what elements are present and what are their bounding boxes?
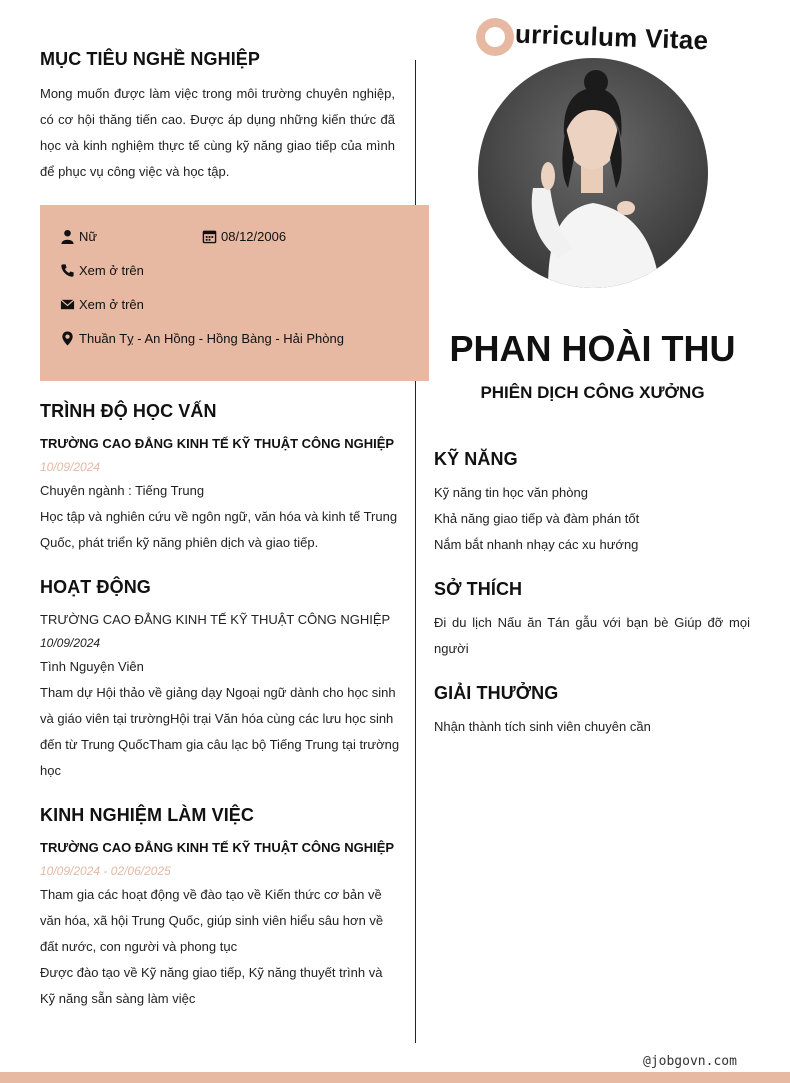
candidate-job-title: PHIÊN DỊCH CÔNG XƯỞNG (480, 383, 705, 402)
awards-heading: GIẢI THƯỞNG (434, 683, 559, 703)
email-row (60, 297, 144, 312)
person-icon (60, 229, 75, 244)
gender-row (60, 229, 97, 244)
awards-text: Nhận thành tích sinh viên chuyên cần (434, 719, 651, 734)
phone-row (60, 263, 144, 278)
experience-desc-1: Tham gia các hoạt động về đào tạo về Kiến thức cơ bản về văn hóa, xã hội Trung Quốc, giúp sinh viên hiểu sâu hơn về đất nước, con người và phong tục (40, 887, 384, 954)
activities-date: 10/09/2024 (40, 636, 101, 650)
education-major: Chuyên ngành : Tiếng Trung (40, 483, 205, 498)
candidate-name: PHAN HOÀI THU (449, 328, 736, 369)
skill-item: Kỹ năng tin học văn phòng (434, 485, 588, 500)
cv-logo (476, 18, 708, 56)
envelope-icon (60, 297, 75, 312)
footer-bar (0, 1072, 790, 1083)
hobbies-heading: SỞ THÍCH (434, 579, 523, 599)
address-row (60, 331, 344, 346)
calendar-icon (202, 229, 217, 244)
gender-value: Nữ (79, 229, 98, 244)
logo-text: urriculum Vitae (514, 18, 709, 55)
profile-photo (478, 58, 708, 288)
education-heading: TRÌNH ĐỘ HỌC VẤN (40, 401, 217, 421)
profile-photo-illustration (478, 58, 708, 288)
objective-heading: MỤC TIÊU NGHỀ NGHIỆP (40, 49, 261, 69)
experience-org: TRƯỜNG CAO ĐẲNG KINH TẾ KỸ THUẬT CÔNG NGHIỆP (40, 840, 395, 855)
education-school: TRƯỜNG CAO ĐẲNG KINH TẾ KỸ THUẬT CÔNG NGHIỆP (40, 436, 395, 451)
experience-heading: KINH NGHIỆM LÀM VIỆC (40, 805, 255, 825)
contact-info-box (40, 205, 429, 381)
skills-heading: KỸ NĂNG (434, 449, 518, 469)
skill-item: Khả năng giao tiếp và đàm phán tốt (434, 511, 640, 526)
objective-text: Mong muốn được làm việc trong môi trường chuyên nghiệp, có cơ hội thăng tiến cao. Được áp dụng những kiến thức đã học và kinh nghiệm thực tế cùng kỹ năng giao tiếp của mình để phục vụ công việc và học tập. (40, 86, 395, 179)
phone-icon (60, 263, 75, 278)
education-desc: Học tập và nghiên cứu về ngôn ngữ, văn hóa và kinh tế Trung Quốc, phát triển kỹ năng phiên dịch và giao tiếp. (40, 509, 398, 550)
activities-role: Tình Nguyện Viên (40, 659, 144, 674)
skill-item: Nắm bắt nhanh nhạy các xu hướng (434, 537, 639, 552)
phone-value: Xem ở trên (79, 263, 144, 278)
email-value: Xem ở trên (79, 297, 144, 312)
activities-desc: Tham dự Hội thảo về giảng dạy Ngoại ngữ dành cho học sinh và giáo viên tại trườngHội trại Văn hóa cùng các lưu học sinh đến từ Trung QuốcTham gia câu lạc bộ Tiếng Trung tại trường học (40, 685, 400, 778)
watermark: @jobgovn.com (643, 1054, 737, 1069)
address-value: Thuần Tỵ - An Hồng - Hồng Bàng - Hải Phòng (79, 331, 344, 346)
activities-org: TRƯỜNG CAO ĐẲNG KINH TẾ KỸ THUẬT CÔNG NGHIỆP (40, 612, 391, 627)
education-date: 10/09/2024 (40, 460, 101, 474)
activities-heading: HOẠT ĐỘNG (40, 577, 151, 597)
birthdate-value: 08/12/2006 (221, 229, 287, 244)
birthdate-row (202, 229, 286, 244)
experience-desc-2: Được đào tạo về Kỹ năng giao tiếp, Kỹ năng thuyết trình và Kỹ năng sẵn sàng làm việc (40, 965, 383, 1006)
experience-date: 10/09/2024 - 02/06/2025 (40, 864, 171, 878)
hobbies-text: Đi du lịch Nấu ăn Tán gẫu với bạn bè Giúp đỡ mọi người (434, 615, 750, 656)
logo-c-mark (476, 18, 514, 56)
location-pin-icon (60, 331, 75, 346)
